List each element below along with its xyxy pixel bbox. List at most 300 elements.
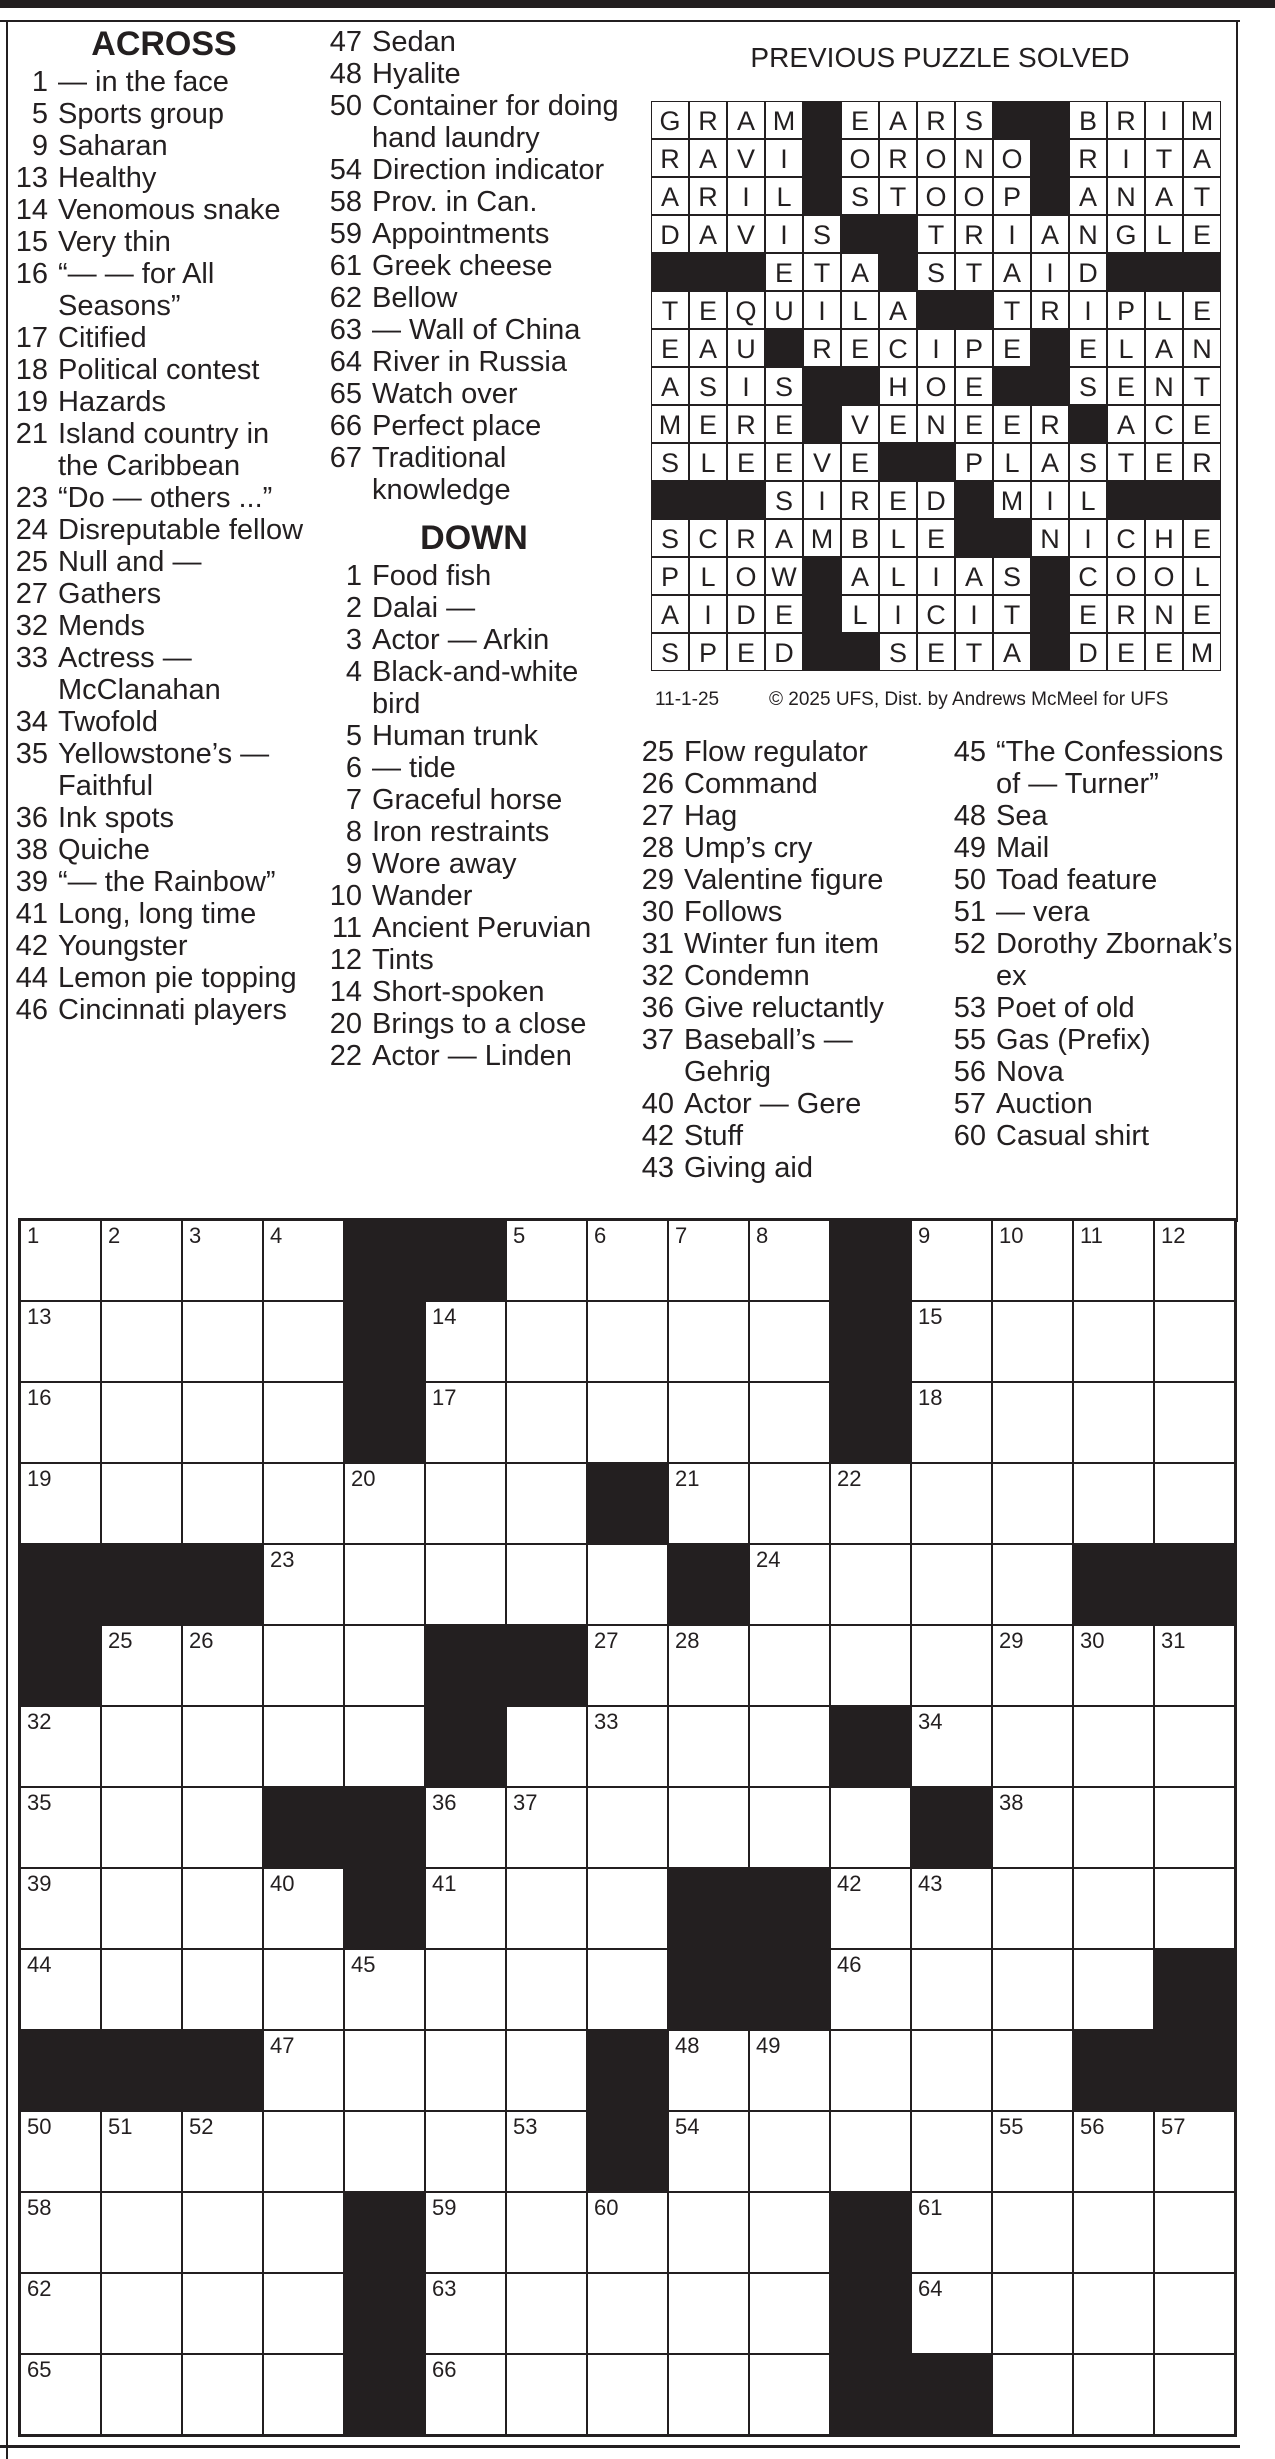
grid-cell[interactable] [506, 1382, 587, 1463]
grid-black-square [1073, 2030, 1154, 2111]
grid-cell[interactable] [182, 1220, 263, 1301]
grid-cell[interactable] [668, 1625, 749, 1706]
grid-cell-number: 2 [108, 1223, 121, 1248]
grid-cell[interactable] [668, 1220, 749, 1301]
grid-cell[interactable] [1073, 2354, 1154, 2435]
grid-cell[interactable] [911, 1868, 992, 1949]
clue-number: 25 [641, 736, 674, 768]
grid-cell[interactable] [506, 1301, 587, 1382]
grid-cell-number: 48 [675, 2033, 700, 2058]
grid-cell[interactable] [344, 1625, 425, 1706]
grid-cell[interactable] [425, 2030, 506, 2111]
grid-cell[interactable] [749, 2273, 830, 2354]
solution-letter: I [1031, 253, 1069, 291]
grid-cell[interactable] [1073, 1787, 1154, 1868]
grid-cell[interactable] [1073, 2192, 1154, 2273]
grid-cell-number: 28 [675, 1628, 700, 1653]
grid-cell[interactable] [344, 1706, 425, 1787]
solution-letter: P [1107, 291, 1145, 329]
solution-letter: A [841, 557, 879, 595]
grid-cell[interactable] [263, 1868, 344, 1949]
across-clues-column-1 [14, 26, 314, 1026]
grid-cell[interactable] [1154, 1382, 1235, 1463]
grid-cell[interactable] [182, 2273, 263, 2354]
solution-letter: E [651, 329, 689, 367]
grid-cell[interactable] [749, 1463, 830, 1544]
grid-cell[interactable] [425, 1382, 506, 1463]
solution-letter: T [993, 291, 1031, 329]
grid-cell[interactable] [587, 1220, 668, 1301]
grid-cell[interactable] [992, 2111, 1073, 2192]
grid-cell-number: 29 [999, 1628, 1024, 1653]
solution-letter: C [1069, 557, 1107, 595]
solution-letter: S [917, 253, 955, 291]
grid-cell[interactable] [1154, 1706, 1235, 1787]
grid-cell[interactable] [1154, 1463, 1235, 1544]
solution-letter: I [1069, 519, 1107, 557]
grid-cell[interactable] [668, 2273, 749, 2354]
solution-letter: E [841, 101, 879, 139]
grid-cell[interactable] [101, 1787, 182, 1868]
grid-cell[interactable] [425, 1463, 506, 1544]
solution-black-square [1031, 633, 1069, 671]
solution-black-square [917, 443, 955, 481]
grid-cell[interactable] [20, 1301, 101, 1382]
solution-black-square [1031, 177, 1069, 215]
grid-cell[interactable] [911, 2273, 992, 2354]
grid-cell[interactable] [1154, 1625, 1235, 1706]
grid-cell[interactable] [911, 2192, 992, 2273]
grid-cell[interactable] [1154, 2273, 1235, 2354]
grid-cell[interactable] [992, 2273, 1073, 2354]
grid-cell[interactable] [668, 2111, 749, 2192]
grid-cell[interactable] [830, 1625, 911, 1706]
grid-cell[interactable] [506, 2273, 587, 2354]
solution-black-square [841, 215, 879, 253]
grid-cell[interactable] [668, 1301, 749, 1382]
grid-cell[interactable] [182, 1787, 263, 1868]
grid-cell[interactable] [101, 1625, 182, 1706]
grid-cell[interactable] [344, 1463, 425, 1544]
solution-letter: M [803, 519, 841, 557]
grid-cell[interactable] [506, 1706, 587, 1787]
grid-cell[interactable] [587, 2273, 668, 2354]
grid-cell[interactable] [992, 1706, 1073, 1787]
grid-cell[interactable] [506, 2030, 587, 2111]
grid-cell[interactable] [506, 1544, 587, 1625]
grid-cell[interactable] [20, 2111, 101, 2192]
clue-number: 36 [15, 802, 48, 834]
grid-cell[interactable] [182, 1868, 263, 1949]
solution-black-square [1031, 101, 1069, 139]
grid-cell[interactable] [506, 1787, 587, 1868]
grid-cell[interactable] [425, 1787, 506, 1868]
grid-cell[interactable] [830, 1463, 911, 1544]
solution-letter: I [1107, 139, 1145, 177]
grid-cell[interactable] [1073, 2111, 1154, 2192]
grid-cell-number: 10 [999, 1223, 1024, 1248]
solution-letter: R [1031, 291, 1069, 329]
grid-cell-number: 40 [270, 1871, 295, 1896]
solution-letter: A [651, 595, 689, 633]
grid-cell[interactable] [587, 1949, 668, 2030]
clue-text: Poet of old [996, 992, 1135, 1024]
grid-cell[interactable] [101, 1220, 182, 1301]
grid-cell[interactable] [668, 1382, 749, 1463]
grid-cell[interactable] [1073, 2273, 1154, 2354]
grid-cell-number: 22 [837, 1466, 862, 1491]
grid-cell[interactable] [425, 1301, 506, 1382]
solution-letter: M [993, 481, 1031, 519]
grid-cell[interactable] [20, 2273, 101, 2354]
grid-cell-number: 31 [1161, 1628, 1186, 1653]
clue-number: 29 [641, 864, 674, 896]
clue-text: Long, long time [58, 898, 257, 930]
grid-cell[interactable] [749, 1301, 830, 1382]
grid-cell[interactable] [425, 1544, 506, 1625]
solution-letter: L [879, 557, 917, 595]
grid-cell[interactable] [587, 1382, 668, 1463]
clue-text: Citified [58, 322, 147, 354]
solution-letter: A [689, 329, 727, 367]
grid-cell[interactable] [911, 2111, 992, 2192]
grid-cell[interactable] [830, 1949, 911, 2030]
grid-cell[interactable] [749, 1787, 830, 1868]
grid-cell[interactable] [911, 1706, 992, 1787]
solution-letter: H [1145, 519, 1183, 557]
grid-cell[interactable] [20, 1868, 101, 1949]
grid-cell[interactable] [263, 2111, 344, 2192]
grid-black-square [263, 1787, 344, 1868]
grid-cell[interactable] [830, 2111, 911, 2192]
grid-cell[interactable] [992, 1787, 1073, 1868]
solution-black-square [1145, 253, 1183, 291]
grid-cell[interactable] [182, 1301, 263, 1382]
clue-text: Short-spoken [372, 976, 545, 1008]
grid-cell[interactable] [668, 2354, 749, 2435]
grid-cell[interactable] [1073, 1301, 1154, 1382]
grid-cell[interactable] [587, 1868, 668, 1949]
grid-cell[interactable] [668, 2192, 749, 2273]
solution-letter: A [879, 291, 917, 329]
grid-cell-number: 59 [432, 2195, 457, 2220]
grid-cell[interactable] [101, 1706, 182, 1787]
grid-cell[interactable] [992, 1544, 1073, 1625]
grid-cell[interactable] [992, 2354, 1073, 2435]
across-clue-62 [324, 282, 624, 314]
grid-cell[interactable] [263, 2030, 344, 2111]
clue-text: Casual shirt [996, 1120, 1150, 1152]
clue-number: 44 [15, 962, 48, 994]
grid-cell[interactable] [749, 2111, 830, 2192]
grid-cell[interactable] [911, 1382, 992, 1463]
grid-cell[interactable] [506, 1868, 587, 1949]
solution-letter: O [917, 177, 955, 215]
clue-number: 1 [31, 66, 48, 98]
grid-cell[interactable] [830, 1787, 911, 1868]
grid-cell[interactable] [911, 2030, 992, 2111]
grid-cell[interactable] [506, 1949, 587, 2030]
grid-cell[interactable] [587, 1544, 668, 1625]
grid-cell[interactable] [1073, 1220, 1154, 1301]
solution-letter: M [765, 101, 803, 139]
clue-number: 31 [641, 928, 674, 960]
down-clue-28 [636, 832, 936, 864]
down-clue-8 [324, 816, 624, 848]
grid-cell[interactable] [1073, 1949, 1154, 2030]
clue-number: 25 [15, 546, 48, 578]
grid-cell[interactable] [587, 1625, 668, 1706]
grid-cell[interactable] [749, 2354, 830, 2435]
grid-cell[interactable] [506, 1463, 587, 1544]
solution-letter: S [841, 177, 879, 215]
grid-cell[interactable] [1154, 1220, 1235, 1301]
grid-cell-number: 43 [918, 1871, 943, 1896]
grid-cell[interactable] [20, 2192, 101, 2273]
grid-cell-number: 42 [837, 1871, 862, 1896]
grid-cell[interactable] [263, 1625, 344, 1706]
clue-number: 19 [15, 386, 48, 418]
grid-cell[interactable] [101, 1868, 182, 1949]
grid-cell[interactable] [992, 2192, 1073, 2273]
grid-cell[interactable] [20, 1706, 101, 1787]
grid-cell[interactable] [20, 1463, 101, 1544]
grid-cell[interactable] [911, 1463, 992, 1544]
grid-cell[interactable] [182, 2354, 263, 2435]
down-clue-49 [946, 832, 1236, 864]
across-clue-27 [14, 578, 314, 610]
grid-cell[interactable] [263, 1463, 344, 1544]
grid-cell[interactable] [425, 1868, 506, 1949]
clue-text: Perfect place [372, 410, 542, 442]
grid-cell[interactable] [911, 1544, 992, 1625]
grid-cell[interactable] [425, 2273, 506, 2354]
grid-cell[interactable] [1073, 1706, 1154, 1787]
clue-text: Human trunk [372, 720, 539, 752]
grid-cell[interactable] [1154, 1868, 1235, 1949]
grid-cell[interactable] [20, 1949, 101, 2030]
clue-text: “Do — others ...” [58, 482, 273, 514]
grid-cell[interactable] [911, 1220, 992, 1301]
grid-cell[interactable] [749, 1382, 830, 1463]
solution-letter: I [879, 595, 917, 633]
solution-letter: E [1107, 367, 1145, 405]
grid-cell[interactable] [425, 2111, 506, 2192]
grid-black-square [425, 1220, 506, 1301]
grid-cell[interactable] [506, 1220, 587, 1301]
grid-cell[interactable] [344, 2030, 425, 2111]
solution-letter: R [727, 519, 765, 557]
grid-cell[interactable] [101, 2192, 182, 2273]
solution-black-square [917, 291, 955, 329]
grid-cell[interactable] [830, 1868, 911, 1949]
grid-cell[interactable] [911, 1625, 992, 1706]
grid-cell[interactable] [749, 1220, 830, 1301]
grid-cell-number: 4 [270, 1223, 283, 1248]
grid-cell[interactable] [20, 1220, 101, 1301]
solution-letter: E [727, 633, 765, 671]
grid-cell[interactable] [587, 1301, 668, 1382]
grid-cell[interactable] [182, 2192, 263, 2273]
solution-letter: R [917, 101, 955, 139]
grid-cell[interactable] [992, 1949, 1073, 2030]
solution-letter: T [917, 215, 955, 253]
grid-cell[interactable] [182, 1625, 263, 1706]
grid-cell[interactable] [1073, 1463, 1154, 1544]
grid-cell[interactable] [1073, 1868, 1154, 1949]
grid-cell[interactable] [1073, 1625, 1154, 1706]
grid-cell[interactable] [668, 2030, 749, 2111]
grid-cell[interactable] [749, 2030, 830, 2111]
grid-cell[interactable] [668, 1463, 749, 1544]
grid-cell[interactable] [425, 2192, 506, 2273]
grid-cell[interactable] [1154, 2111, 1235, 2192]
clue-text: Sea [996, 800, 1048, 832]
grid-cell[interactable] [20, 1382, 101, 1463]
grid-black-square [911, 2354, 992, 2435]
grid-black-square [587, 2111, 668, 2192]
grid-cell[interactable] [182, 2111, 263, 2192]
clue-number: 52 [953, 928, 986, 960]
grid-cell[interactable] [263, 2192, 344, 2273]
grid-cell[interactable] [992, 1220, 1073, 1301]
solution-letter: E [955, 367, 993, 405]
grid-cell[interactable] [101, 1301, 182, 1382]
solution-letter: R [727, 405, 765, 443]
grid-cell[interactable] [1154, 2354, 1235, 2435]
solution-letter: L [1107, 329, 1145, 367]
solution-letter: A [689, 215, 727, 253]
grid-cell[interactable] [101, 1949, 182, 2030]
grid-cell[interactable] [506, 2111, 587, 2192]
grid-cell[interactable] [344, 1544, 425, 1625]
solution-letter: O [841, 139, 879, 177]
grid-cell[interactable] [749, 1625, 830, 1706]
grid-cell[interactable] [1154, 1787, 1235, 1868]
grid-cell[interactable] [425, 1949, 506, 2030]
solution-letter: I [689, 595, 727, 633]
down-clue-9 [324, 848, 624, 880]
grid-cell[interactable] [101, 2354, 182, 2435]
grid-cell[interactable] [263, 2354, 344, 2435]
grid-cell[interactable] [182, 1706, 263, 1787]
grid-cell[interactable] [344, 2111, 425, 2192]
down-clues-column-3 [946, 736, 1236, 1152]
grid-cell[interactable] [182, 1949, 263, 2030]
solution-letter: L [689, 557, 727, 595]
solution-letter: L [841, 595, 879, 633]
grid-cell[interactable] [263, 1544, 344, 1625]
grid-cell[interactable] [425, 2354, 506, 2435]
clue-text: Wander [372, 880, 473, 912]
solution-letter: L [841, 291, 879, 329]
grid-cell[interactable] [263, 2273, 344, 2354]
across-clue-14 [14, 194, 314, 226]
grid-cell[interactable] [668, 1787, 749, 1868]
grid-cell[interactable] [263, 1949, 344, 2030]
clue-number: 50 [329, 90, 362, 122]
grid-cell[interactable] [101, 1463, 182, 1544]
grid-cell[interactable] [1154, 2192, 1235, 2273]
grid-cell[interactable] [506, 2192, 587, 2273]
grid-cell[interactable] [992, 1382, 1073, 1463]
grid-cell[interactable] [263, 1220, 344, 1301]
solution-black-square [727, 481, 765, 519]
grid-cell[interactable] [506, 2354, 587, 2435]
across-clue-32 [14, 610, 314, 642]
clue-number: 12 [329, 944, 362, 976]
solution-letter: R [651, 139, 689, 177]
grid-cell[interactable] [101, 2273, 182, 2354]
solution-letter: N [1031, 519, 1069, 557]
solution-letter: E [1069, 595, 1107, 633]
grid-cell[interactable] [830, 2030, 911, 2111]
grid-cell[interactable] [344, 1949, 425, 2030]
grid-cell[interactable] [587, 2192, 668, 2273]
down-clue-36 [636, 992, 936, 1024]
solution-letter: E [879, 481, 917, 519]
grid-cell[interactable] [668, 1706, 749, 1787]
grid-black-square [344, 1382, 425, 1463]
grid-cell[interactable] [587, 1787, 668, 1868]
clue-number: 21 [15, 418, 48, 450]
grid-cell[interactable] [182, 1463, 263, 1544]
grid-cell[interactable] [20, 2354, 101, 2435]
grid-cell[interactable] [101, 2111, 182, 2192]
grid-cell[interactable] [587, 2354, 668, 2435]
grid-cell[interactable] [101, 1382, 182, 1463]
solution-black-square [841, 633, 879, 671]
grid-cell[interactable] [749, 2192, 830, 2273]
grid-cell[interactable] [992, 1463, 1073, 1544]
clue-number: 43 [641, 1152, 674, 1184]
grid-cell[interactable] [992, 2030, 1073, 2111]
grid-cell-number: 41 [432, 1871, 457, 1896]
grid-cell[interactable] [911, 1301, 992, 1382]
solution-letter: E [955, 405, 993, 443]
clue-number: 14 [15, 194, 48, 226]
grid-cell[interactable] [587, 1706, 668, 1787]
grid-cell[interactable] [749, 1544, 830, 1625]
clue-text: Container for doing hand laundry [372, 90, 619, 154]
clue-text: Political contest [58, 354, 260, 386]
grid-cell[interactable] [749, 1706, 830, 1787]
grid-cell[interactable] [263, 1706, 344, 1787]
grid-cell[interactable] [1154, 1301, 1235, 1382]
solution-letter: A [727, 101, 765, 139]
solution-letter: S [651, 519, 689, 557]
grid-black-square [668, 1544, 749, 1625]
solution-letter: T [1107, 443, 1145, 481]
clue-text: “— the Rainbow” [58, 866, 276, 898]
solution-letter: V [727, 139, 765, 177]
grid-cell-number: 18 [918, 1385, 943, 1410]
grid-cell[interactable] [992, 1625, 1073, 1706]
grid-cell[interactable] [182, 1382, 263, 1463]
grid-cell[interactable] [830, 1544, 911, 1625]
solution-black-square [955, 481, 993, 519]
grid-cell[interactable] [911, 1949, 992, 2030]
grid-cell[interactable] [1073, 1382, 1154, 1463]
grid-cell[interactable] [992, 1301, 1073, 1382]
grid-cell[interactable] [263, 1382, 344, 1463]
grid-cell-number: 52 [189, 2114, 214, 2139]
solution-black-square [1031, 367, 1069, 405]
grid-cell-number: 58 [27, 2195, 52, 2220]
grid-cell[interactable] [263, 1301, 344, 1382]
grid-cell[interactable] [992, 1868, 1073, 1949]
grid-cell[interactable] [20, 1787, 101, 1868]
